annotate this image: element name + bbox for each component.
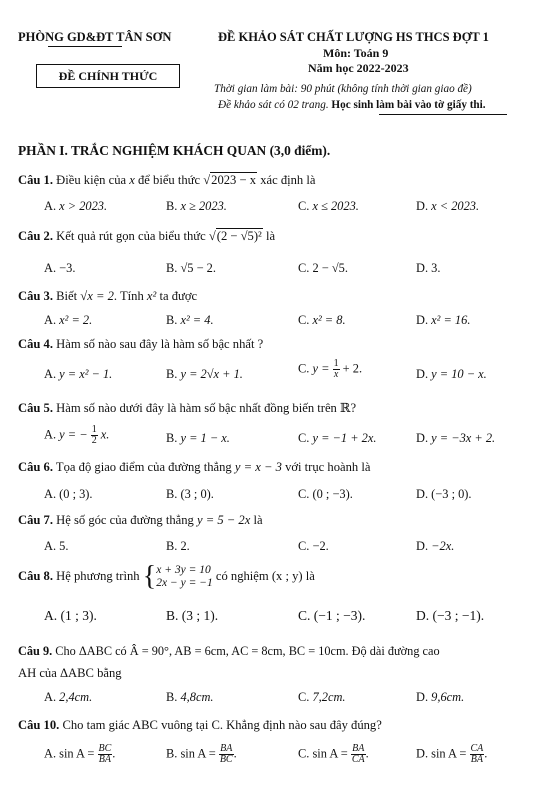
sqrt-expression: √(2 − √5)² [208, 229, 262, 243]
fraction: $\frac{1}{x}$ [333, 358, 339, 380]
q4-option-b: B. y = 2√x + 1. [166, 367, 243, 381]
q6-option-a: A. (0 ; 3). [44, 487, 93, 501]
q6-option-d: D. (−3 ; 0). [416, 487, 472, 501]
q5-option-b: B. y = 1 − x. [166, 431, 230, 445]
instruction: Học sinh làm bài vào tờ giấy thi. [331, 99, 486, 111]
instruction-underline [379, 114, 507, 115]
q1-option-d: D. x < 2023. [416, 199, 480, 213]
q8-option-d: D. (−3 ; −1). [416, 608, 485, 623]
fraction: $\frac{BC}{BA}$ [98, 743, 112, 765]
question-3: Câu 3. Biết √x = 2. Tính x² ta được [18, 289, 198, 303]
question-1: Câu 1. Điều kiện của x để biểu thức √2023 − x xác định là [18, 173, 316, 187]
question-9-cont: AH của ΔABC bằng [18, 666, 122, 680]
q4-option-a: A. y = x² − 1. [44, 367, 113, 381]
q3-option-d: D. x² = 16. [416, 313, 471, 327]
q9-option-c: C. 7,2cm. [298, 690, 346, 704]
pages-line [218, 99, 486, 111]
q10-option-b: B. sin A = $\frac{BA}{BC}$ . [166, 743, 237, 765]
question-8: Câu 8. Hệ phương trình {x + 3y = 10 2x − y = −1 có nghiệm (x ; y) là [18, 561, 315, 592]
office-underline [48, 46, 122, 47]
question-4: Câu 4. Hàm số nào sau đây là hàm số bậc nhất ? [18, 337, 264, 351]
fraction: $\frac{CA}{BA}$ [470, 743, 484, 765]
q8-option-c: C. (−1 ; −3). [298, 608, 366, 623]
q1-option-a: A. x > 2023. [44, 199, 108, 213]
q3-option-c: C. x² = 8. [298, 313, 346, 327]
equation-system: x + 3y = 10 2x − y = −1 [156, 564, 213, 589]
q7-option-d: D. −2x. [416, 539, 455, 553]
q2-option-b: B. √5 − 2. [166, 261, 216, 275]
q4-option-d: D. y = 10 − x. [416, 367, 487, 381]
question-2: Câu 2. Kết quả rút gọn của biểu thức √(2 − √5)² là [18, 229, 276, 243]
brace: { [142, 561, 157, 592]
q1-option-b: B. x ≥ 2023. [166, 199, 227, 213]
q3-option-b: B. x² = 4. [166, 313, 214, 327]
q2-option-d: D. 3. [416, 261, 441, 275]
question-10: Câu 10. Cho tam giác ABC vuông tại C. Khẳng định nào sau đây đúng? [18, 718, 382, 732]
q9-option-a: A. 2,4cm. [44, 690, 93, 704]
q7-option-a: A. 5. [44, 539, 69, 553]
q9-option-b: B. 4,8cm. [166, 690, 214, 704]
sqrt-expression: √2023 − x [203, 173, 257, 187]
q7-option-b: B. 2. [166, 539, 190, 553]
school-year: Năm học 2022-2023 [308, 61, 409, 75]
q5-option-d: D. y = −3x + 2. [416, 431, 496, 445]
q10-option-c: C. sin A = $\frac{BA}{CA}$ . [298, 743, 369, 765]
fraction: $\frac{BA}{BC}$ [219, 743, 233, 765]
q5-option-c: C. y = −1 + 2x. [298, 431, 377, 445]
q8-option-a: A. (1 ; 3). [44, 608, 97, 623]
question-9: Câu 9. Cho ΔABC có Â = 90°, AB = 6cm, AC = 8cm, BC = 10cm. Độ dài đường cao [18, 644, 440, 658]
subject: Môn: Toán 9 [323, 46, 389, 60]
q2-option-c: C. 2 − √5. [298, 261, 348, 275]
question-7: Câu 7. Hệ số góc của đường thẳng y = 5 − 2x là [18, 513, 263, 527]
official-label: ĐỀ CHÍNH THỨC [36, 64, 180, 88]
question-5: Câu 5. Hàm số nào dưới đây là hàm số bậc nhất đồng biến trên ℝ? [18, 401, 357, 415]
fraction: $\frac{BA}{CA}$ [351, 743, 365, 765]
time-note: Thời gian làm bài: 90 phút (không tính thời gian giao đề) [214, 83, 472, 95]
q10-option-a: A. sin A = $\frac{BC}{BA}$ . [44, 743, 116, 765]
office-name: PHÒNG GD&ĐT TÂN SƠN [18, 30, 172, 44]
q9-option-d: D. 9,6cm. [416, 690, 465, 704]
q1-option-c: C. x ≤ 2023. [298, 199, 359, 213]
q4-option-c: C. y = $\frac{1}{x}$ + 2. [298, 358, 363, 380]
fraction: $\frac{1}{2}$ [91, 424, 97, 446]
q3-option-a: A. x² = 2. [44, 313, 93, 327]
q7-option-c: C. −2. [298, 539, 329, 553]
question-6: Câu 6. Tọa độ giao điểm của đường thẳng y = x − 3 với trục hoành là [18, 460, 371, 474]
pages-note: Đề khảo sát có 02 trang. [218, 99, 329, 111]
q10-option-d: D. sin A = $\frac{CA}{BA}$ . [416, 743, 488, 765]
q5-option-a: A. y = − $\frac{1}{2}$ x. [44, 424, 110, 446]
q8-option-b: B. (3 ; 1). [166, 608, 219, 623]
q2-option-a: A. −3. [44, 261, 76, 275]
section-title: PHẦN I. TRẮC NGHIỆM KHÁCH QUAN (3,0 điểm). [18, 143, 331, 158]
q6-option-c: C. (0 ; −3). [298, 487, 353, 501]
q6-option-b: B. (3 ; 0). [166, 487, 214, 501]
exam-title: ĐỀ KHẢO SÁT CHẤT LƯỢNG HS THCS ĐỢT 1 [218, 30, 489, 44]
